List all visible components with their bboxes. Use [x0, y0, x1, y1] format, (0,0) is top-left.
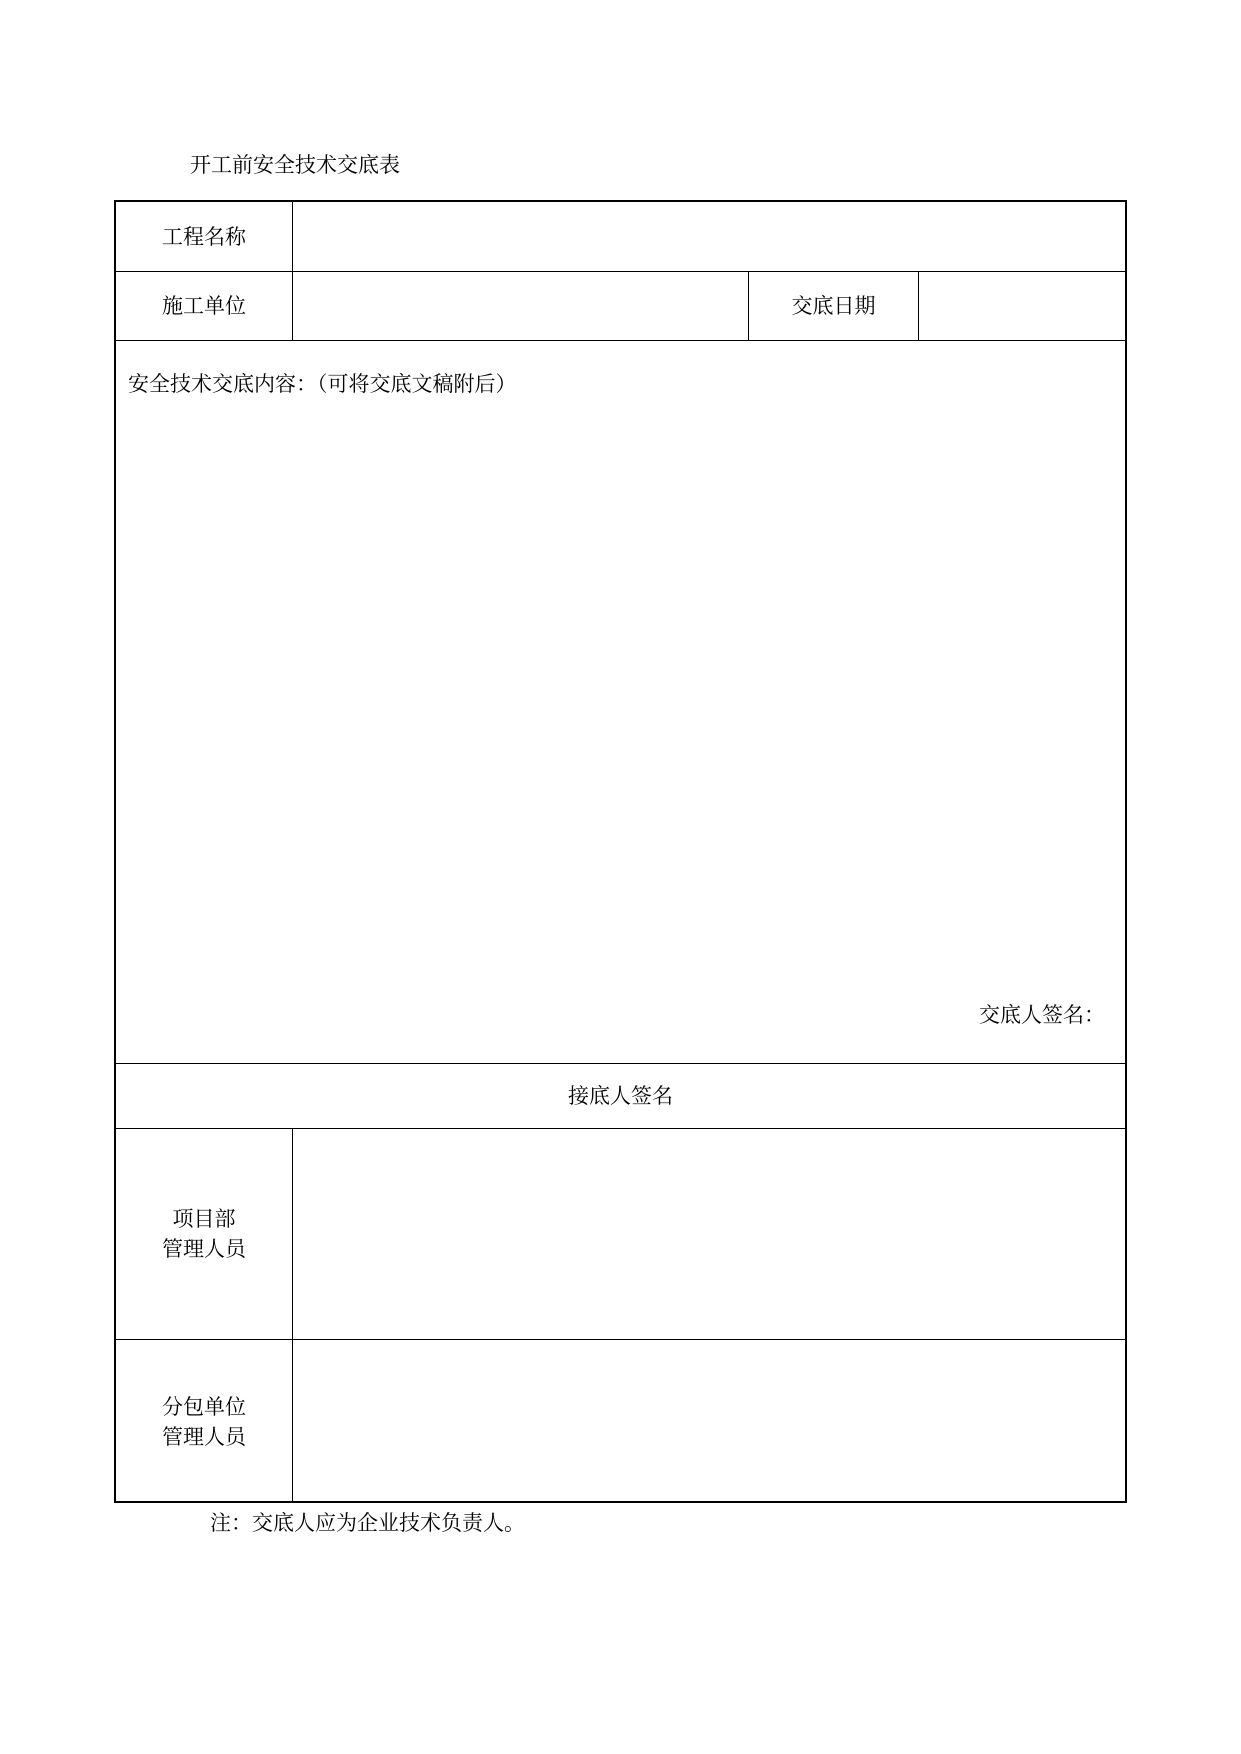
subcontractor-staff-label: [116, 1340, 292, 1503]
briefing-content-area[interactable]: [128, 404, 1113, 984]
subcontractor-label-line2: 管理人员: [162, 1424, 246, 1449]
safety-briefing-form: [114, 200, 1127, 1503]
project-dept-signature-field[interactable]: [294, 1129, 1125, 1339]
column-divider: [292, 202, 293, 340]
construction-unit-field[interactable]: [294, 272, 747, 340]
briefing-date-label: 交底日期: [791, 294, 876, 318]
project-name-field[interactable]: [294, 202, 1125, 271]
project-dept-label-line1: 项目部: [172, 1207, 236, 1231]
project-dept-staff-label: [116, 1129, 292, 1339]
column-divider: [292, 1128, 293, 1503]
project-dept-label-line2: 管理人员: [162, 1237, 246, 1261]
project-name-label: 工程名称: [162, 224, 246, 249]
column-divider: [918, 271, 919, 340]
recipient-signature-header: 接底人签名: [568, 1084, 673, 1108]
subcontractor-label-line1: 分包单位: [162, 1394, 246, 1419]
briefer-signature-label: 交底人签名：: [979, 1003, 1105, 1027]
construction-unit-label: 施工单位: [162, 294, 246, 318]
briefing-content-label: 安全技术交底内容：（可将交底文稿附后）: [128, 372, 517, 396]
footnote: 注：交底人应为企业技术负责人。: [210, 1511, 525, 1535]
document-title: 开工前安全技术交底表: [190, 153, 400, 177]
row-divider: [116, 340, 1125, 341]
subcontractor-signature-field[interactable]: [294, 1340, 1125, 1503]
briefing-date-field[interactable]: [920, 272, 1125, 340]
